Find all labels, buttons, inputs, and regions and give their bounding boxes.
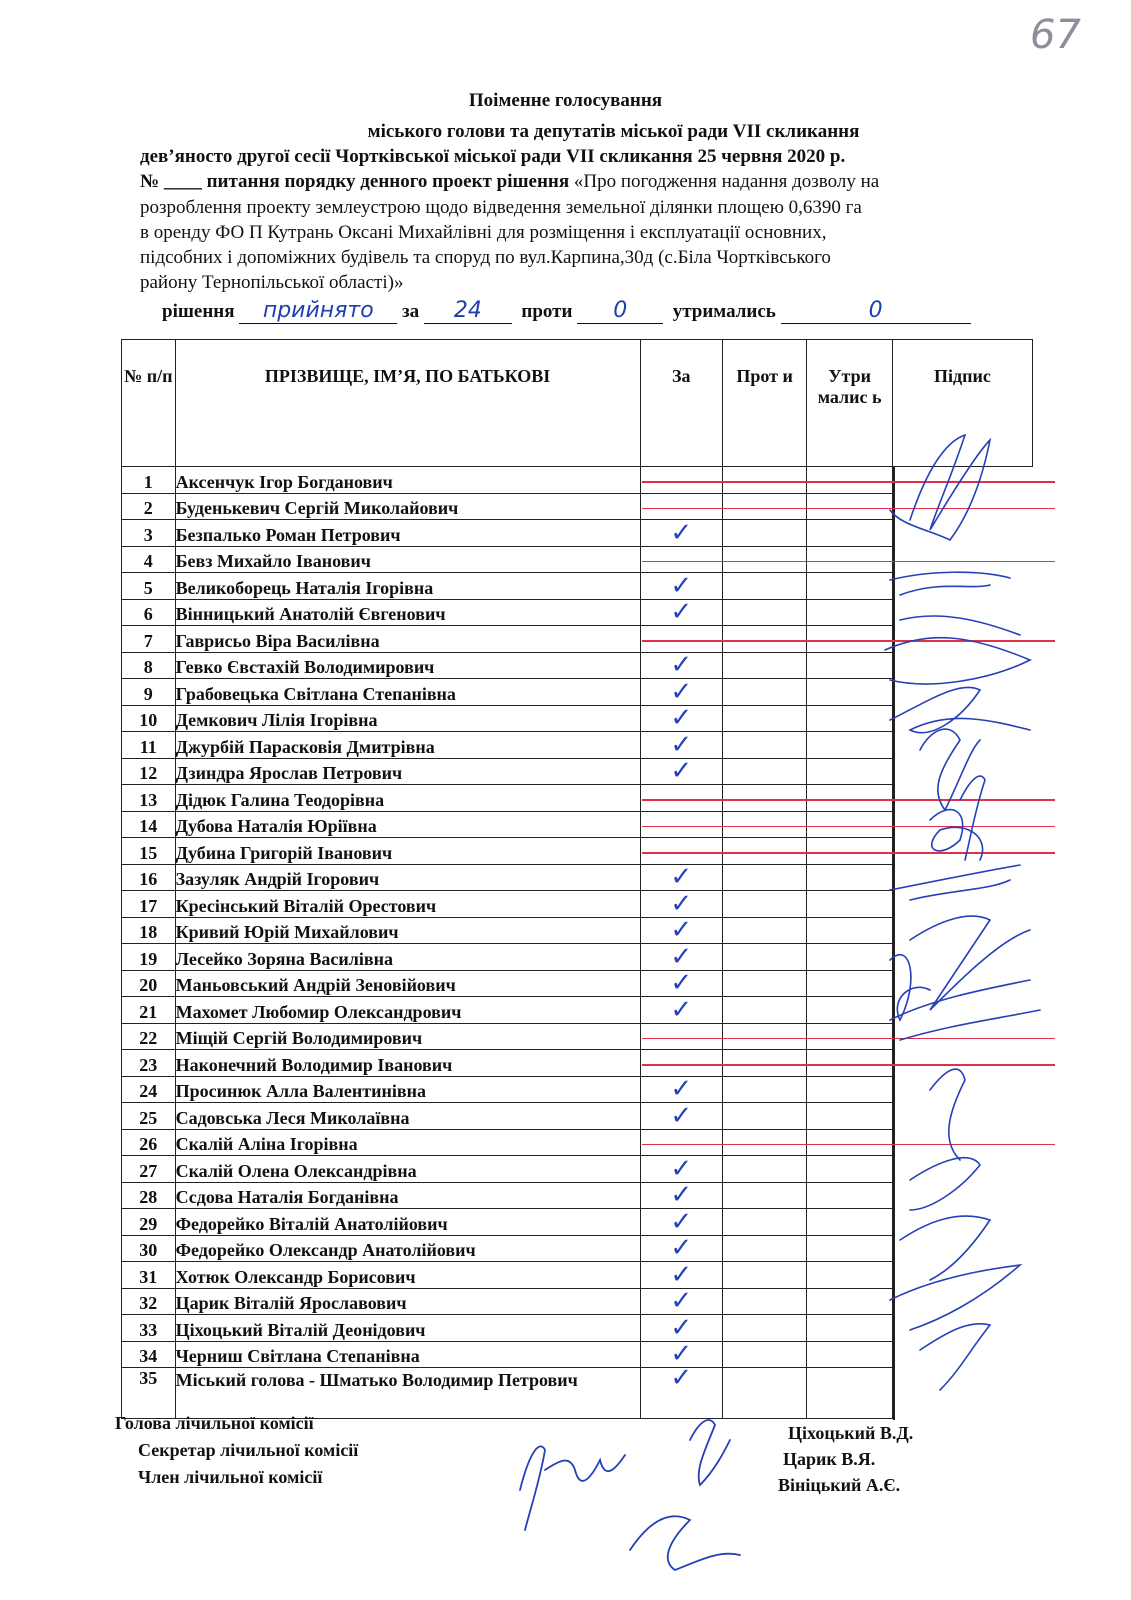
header-num: № п/п — [122, 340, 176, 467]
row-number: 7 — [122, 626, 176, 653]
vote-proty-cell — [722, 705, 807, 732]
checkmark-icon: ✓ — [670, 703, 693, 733]
row-number: 31 — [122, 1262, 176, 1289]
row-number: 35 — [122, 1368, 176, 1419]
vote-za-cell — [640, 1235, 722, 1262]
member-name: Кривий Юрій Михайлович — [175, 917, 640, 944]
vote-za-cell — [640, 1023, 722, 1050]
vote-proty-cell — [722, 626, 807, 653]
vote-proty-cell — [722, 1315, 807, 1342]
header-utr: Утри малис ь — [807, 340, 893, 467]
vote-proty-cell — [722, 785, 807, 812]
checkmark-icon: ✓ — [670, 941, 693, 972]
checkmark-icon: ✓ — [670, 1286, 693, 1316]
checkmark-icon: ✓ — [670, 729, 693, 760]
project-line-3: підсобних і допоміжних будівель та споруд по вул.Карпина,30д (с.Біла Чортківського — [140, 247, 831, 268]
vote-za-cell — [640, 838, 722, 865]
vote-proty-cell — [722, 1262, 807, 1289]
checkmark-icon: ✓ — [670, 676, 693, 707]
vote-za-cell — [640, 1153, 722, 1184]
header-proty: Прот и — [722, 340, 807, 467]
vote-za-cell — [640, 705, 722, 732]
row-number: 33 — [122, 1315, 176, 1342]
checkmark-icon: ✓ — [670, 1363, 693, 1393]
vote-za-cell — [640, 729, 722, 760]
utr-count: 0 — [781, 298, 971, 324]
member-name: Дубина Григорій Іванович — [175, 838, 640, 865]
member-name: Безпалько Роман Петрович — [175, 520, 640, 547]
vote-proty-cell — [722, 891, 807, 918]
project-line-2: в оренду ФО П Кутрань Оксані Михайлівні для розміщення і експлуатації основних, — [140, 222, 827, 243]
checkmark-icon: ✓ — [670, 570, 693, 601]
row-number: 27 — [122, 1156, 176, 1183]
vote-proty-cell — [722, 1182, 807, 1209]
member-name: Дідюк Галина Теодорівна — [175, 785, 640, 812]
checkmark-icon: ✓ — [670, 915, 693, 945]
member-name: Махомет Любомир Олександрович — [175, 997, 640, 1024]
vote-za-cell — [640, 785, 722, 812]
checkmark-icon: ✓ — [670, 1206, 693, 1237]
signature-scribbles — [870, 420, 1050, 1410]
row-number: 8 — [122, 652, 176, 679]
row-number: 10 — [122, 705, 176, 732]
member-name: Хотюк Олександр Борисович — [175, 1262, 640, 1289]
vote-za-cell — [640, 570, 722, 601]
member-name: Лесейко Зоряна Василівна — [175, 944, 640, 971]
row-number: 4 — [122, 546, 176, 573]
row-number: 18 — [122, 917, 176, 944]
vote-proty-cell — [722, 1341, 807, 1368]
member-name: Федорейко Олександр Анатолійович — [175, 1235, 640, 1262]
vote-za-cell — [640, 917, 722, 944]
vote-proty-cell — [722, 679, 807, 706]
proty-label: проти — [521, 301, 573, 322]
vote-proty-cell — [722, 997, 807, 1024]
vote-proty-cell — [722, 1209, 807, 1236]
member-name: Міщій Сергій Володимирович — [175, 1023, 640, 1050]
agenda-text: «Про погодження надання дозволу на — [573, 171, 880, 192]
row-number: 16 — [122, 864, 176, 891]
za-count: 24 — [424, 298, 512, 324]
vote-proty-cell — [722, 599, 807, 626]
doc-subtitle: міського голови та депутатів міської ради VII скликання — [367, 121, 860, 142]
member-name: Наконечний Володимир Іванович — [175, 1050, 640, 1077]
member-name: Гаврисьо Віра Василівна — [175, 626, 640, 653]
vote-za-cell — [640, 811, 722, 838]
checkmark-icon: ✓ — [670, 756, 693, 786]
vote-proty-cell — [722, 520, 807, 547]
row-number: 15 — [122, 838, 176, 865]
member-name: Міський голова - Шматько Володимир Петрович — [175, 1368, 640, 1419]
checkmark-icon: ✓ — [670, 1339, 693, 1369]
vote-za-cell — [640, 994, 722, 1025]
vote-za-cell — [640, 1312, 722, 1343]
member-name: Федорейко Віталій Анатолійович — [175, 1209, 640, 1236]
decision-label: рішення — [162, 301, 235, 322]
footer-name-member: Вініцький А.Є. — [778, 1475, 901, 1495]
member-name: Дзиндра Ярослав Петрович — [175, 758, 640, 785]
vote-za-cell — [640, 888, 722, 919]
row-number: 29 — [122, 1209, 176, 1236]
row-number: 14 — [122, 811, 176, 838]
commission-signatures — [500, 1410, 760, 1590]
vote-proty-cell — [722, 864, 807, 891]
proty-count: 0 — [577, 298, 663, 324]
vote-za-cell — [640, 1288, 722, 1315]
vote-za-cell — [640, 599, 722, 626]
member-name: Скалій Олена Олександрівна — [175, 1156, 640, 1183]
member-name: Ціхоцький Віталій Деонідович — [175, 1315, 640, 1342]
member-name: Просинюк Алла Валентинівна — [175, 1076, 640, 1103]
footer-role-chair: Голова лічильної комісії — [115, 1413, 314, 1433]
vote-za-cell — [640, 546, 722, 573]
vote-proty-cell — [722, 1235, 807, 1262]
row-number: 3 — [122, 520, 176, 547]
row-number: 24 — [122, 1076, 176, 1103]
project-line-1: розроблення проекту землеустрою щодо відведення земельної ділянки площею 0,6390 га — [140, 197, 862, 218]
member-name: Буденькевич Сергій Миколайович — [175, 493, 640, 520]
member-name: Маньовський Андрій Зеновійович — [175, 970, 640, 997]
row-number: 12 — [122, 758, 176, 785]
checkmark-icon: ✓ — [670, 650, 693, 680]
vote-za-cell — [640, 1050, 722, 1077]
vote-proty-cell — [722, 1129, 807, 1156]
member-name: Садовська Леся Миколаївна — [175, 1103, 640, 1130]
vote-za-cell — [640, 970, 722, 997]
row-number: 34 — [122, 1341, 176, 1368]
row-number: 11 — [122, 732, 176, 759]
vote-proty-cell — [722, 811, 807, 838]
checkmark-icon: ✓ — [670, 1100, 693, 1131]
agenda-line — [140, 171, 879, 193]
vote-proty-cell — [722, 546, 807, 573]
checkmark-icon: ✓ — [670, 862, 693, 892]
vote-proty-cell — [722, 573, 807, 600]
vote-za-cell — [640, 1076, 722, 1103]
member-name: Царик Віталій Ярославович — [175, 1288, 640, 1315]
member-name: Джурбій Парасковія Дмитрівна — [175, 732, 640, 759]
member-name: Грабовецька Світлана Степанівна — [175, 679, 640, 706]
vote-proty-cell — [722, 1156, 807, 1183]
vote-za-cell — [640, 652, 722, 679]
member-name: Демкович Лілія Ігорівна — [175, 705, 640, 732]
za-label: за — [402, 301, 420, 322]
row-number: 22 — [122, 1023, 176, 1050]
checkmark-icon: ✓ — [670, 597, 693, 627]
vote-za-cell — [640, 1182, 722, 1209]
agenda-prefix: № ____ питання порядку денного проект рішення — [140, 171, 570, 192]
page-number: 67 — [1030, 12, 1081, 58]
footer-name-secretary: Царик В.Я. — [783, 1449, 876, 1469]
footer-role-member: Член лічильної комісії — [138, 1467, 323, 1487]
checkmark-icon: ✓ — [670, 517, 693, 548]
member-name: Дубова Наталія Юріївна — [175, 811, 640, 838]
row-number: 20 — [122, 970, 176, 997]
header-za: За — [640, 340, 722, 467]
row-number: 19 — [122, 944, 176, 971]
row-number: 32 — [122, 1288, 176, 1315]
vote-za-cell — [640, 941, 722, 972]
member-name: Кресінський Віталій Орестович — [175, 891, 640, 918]
member-name: Черниш Світлана Степанівна — [175, 1341, 640, 1368]
row-number: 25 — [122, 1103, 176, 1130]
vote-za-cell — [640, 864, 722, 891]
checkmark-icon: ✓ — [670, 968, 693, 998]
row-number: 28 — [122, 1182, 176, 1209]
member-name: Зазуляк Андрій Ігорович — [175, 864, 640, 891]
checkmark-icon: ✓ — [670, 1312, 693, 1343]
row-number: 6 — [122, 599, 176, 626]
row-number: 21 — [122, 997, 176, 1024]
checkmark-icon: ✓ — [670, 1233, 693, 1263]
vote-za-cell — [640, 1206, 722, 1237]
vote-za-cell — [640, 1100, 722, 1131]
row-number: 5 — [122, 573, 176, 600]
vote-proty-cell — [722, 917, 807, 944]
row-number: 2 — [122, 493, 176, 520]
vote-za-cell — [640, 1129, 722, 1156]
vote-proty-cell — [722, 944, 807, 971]
decision-line — [162, 298, 971, 324]
member-name: Бевз Михайло Іванович — [175, 546, 640, 573]
decision-result: прийнято — [239, 298, 397, 324]
member-name: Вінницький Анатолій Євгенович — [175, 599, 640, 626]
vote-za-cell — [640, 758, 722, 785]
vote-za-cell — [640, 517, 722, 548]
row-number: 23 — [122, 1050, 176, 1077]
vote-za-cell — [640, 1259, 722, 1290]
utr-label: утримались — [672, 301, 776, 322]
vote-proty-cell — [722, 970, 807, 997]
row-number: 17 — [122, 891, 176, 918]
vote-proty-cell — [722, 493, 807, 520]
vote-za-cell — [640, 626, 722, 653]
header-signature: Підпис — [892, 340, 1032, 467]
member-name: Гевко Євстахій Володимирович — [175, 652, 640, 679]
member-name: Ссдова Наталія Богданівна — [175, 1182, 640, 1209]
footer-name-chair: Ціхоцький В.Д. — [788, 1423, 914, 1443]
member-name: Скалій Аліна Ігорівна — [175, 1129, 640, 1156]
vote-proty-cell — [722, 652, 807, 679]
vote-proty-cell — [722, 1103, 807, 1130]
vote-proty-cell — [722, 758, 807, 785]
row-number: 30 — [122, 1235, 176, 1262]
vote-proty-cell — [722, 467, 807, 494]
vote-proty-cell — [722, 838, 807, 865]
vote-za-cell — [640, 676, 722, 707]
vote-za-cell — [640, 467, 722, 494]
doc-title: Поіменне голосування — [468, 90, 663, 111]
row-number: 13 — [122, 785, 176, 812]
member-name: Аксенчук Ігор Богданович — [175, 467, 640, 494]
header-name: ПРІЗВИЩЕ, ІМ’Я, ПО БАТЬКОВІ — [175, 340, 640, 467]
row-number: 1 — [122, 467, 176, 494]
checkmark-icon: ✓ — [670, 1074, 693, 1104]
row-number: 9 — [122, 679, 176, 706]
checkmark-icon: ✓ — [670, 1180, 693, 1210]
vote-proty-cell — [722, 1288, 807, 1315]
vote-proty-cell — [722, 1050, 807, 1077]
checkmark-icon: ✓ — [670, 1153, 693, 1184]
checkmark-icon: ✓ — [670, 994, 693, 1025]
footer-role-secretary: Секретар лічильної комісії — [138, 1440, 359, 1460]
checkmark-icon: ✓ — [670, 888, 693, 919]
session-line: дев’яносто другої сесії Чортківської міської ради VII скликання 25 червня 2020 р. — [140, 146, 846, 167]
project-line-4: району Тернопільської області)» — [140, 272, 404, 293]
vote-proty-cell — [722, 732, 807, 759]
vote-proty-cell — [722, 1023, 807, 1050]
row-number: 26 — [122, 1129, 176, 1156]
checkmark-icon: ✓ — [670, 1259, 693, 1290]
member-name: Великоборець Наталія Ігорівна — [175, 573, 640, 600]
vote-za-cell — [640, 493, 722, 520]
vote-proty-cell — [722, 1076, 807, 1103]
